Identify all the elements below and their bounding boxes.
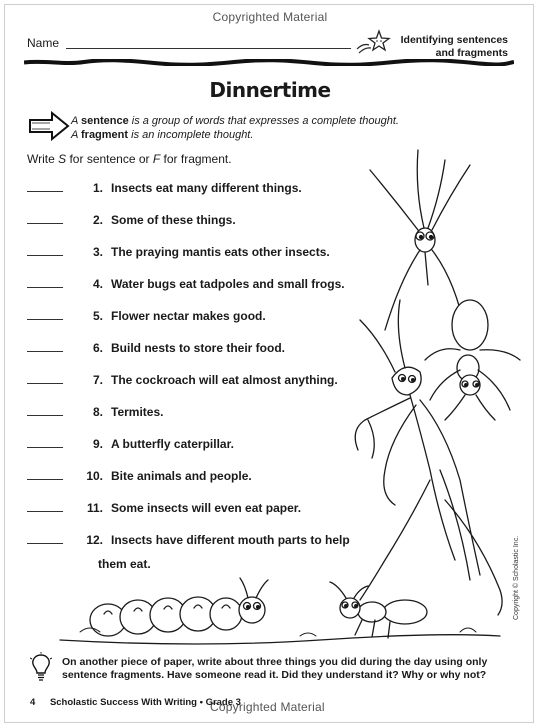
- definition-sentence: A sentence is a group of words that expresses a complete thought.: [71, 115, 399, 127]
- book-title: Scholastic Success With Writing • Grade 3: [49, 697, 241, 708]
- exercise-item-12: 12. Insects have different mouth parts to help: [27, 531, 350, 551]
- answer-blank[interactable]: [27, 467, 63, 480]
- exercise-item-2: 2. Some of these things.: [27, 211, 236, 231]
- answer-blank[interactable]: [27, 307, 63, 320]
- copyright-notice: Copyright © Scholastic Inc.: [513, 535, 520, 620]
- answer-blank[interactable]: [27, 499, 63, 512]
- exercise-item-6: 6. Build nests to store their food.: [27, 339, 285, 359]
- exercise-item-12-continuation: them eat.: [98, 557, 151, 571]
- exercise-item-5: 5. Flower nectar makes good.: [27, 307, 266, 327]
- exercise-item-9: 9. A butterfly caterpillar.: [27, 435, 234, 455]
- term-fragment: fragment: [81, 129, 129, 141]
- answer-blank[interactable]: [27, 243, 63, 256]
- page-title: Dinnertime: [209, 78, 331, 102]
- topic-label: [401, 34, 508, 60]
- page-frame: [4, 4, 534, 723]
- watermark-top: Copyrighted Material: [212, 10, 328, 24]
- answer-blank[interactable]: [27, 275, 63, 288]
- header-rule: [24, 59, 514, 66]
- exercise-item-4: 4. Water bugs eat tadpoles and small frogs.: [27, 275, 345, 295]
- name-line: [66, 48, 351, 49]
- watermark-bottom: Copyrighted Material: [210, 700, 325, 714]
- answer-blank[interactable]: [27, 179, 63, 192]
- answer-blank[interactable]: [27, 435, 63, 448]
- answer-blank[interactable]: [27, 531, 63, 544]
- exercise-item-7: 7. The cockroach will eat almost anything.: [27, 371, 338, 391]
- exercise-item-3: 3. The praying mantis eats other insects.: [27, 243, 330, 263]
- lightbulb-icon: [30, 652, 52, 682]
- exercise-item-1: 1. Insects eat many different things.: [27, 179, 302, 199]
- directions: Write S for sentence or F for fragment.: [27, 152, 232, 166]
- arrow-icon: [28, 111, 70, 141]
- answer-blank[interactable]: [27, 371, 63, 384]
- definition-fragment: A fragment is an incomplete thought.: [71, 129, 254, 141]
- exercise-item-11: 11. Some insects will even eat paper.: [27, 499, 301, 519]
- page-footer: [30, 697, 241, 708]
- answer-blank[interactable]: [27, 211, 63, 224]
- term-sentence: sentence: [81, 115, 129, 127]
- exercise-item-10: 10. Bite animals and people.: [27, 467, 252, 487]
- extension-prompt: On another piece of paper, write about three things you did during the day using only sentence fragments. Have someone read it. Did they understand it? Why or why not?: [62, 656, 488, 681]
- star-icon: [355, 29, 391, 55]
- topic-line-1: Identifying sentences: [400, 34, 508, 46]
- answer-blank[interactable]: [27, 403, 63, 416]
- answer-blank[interactable]: [27, 339, 63, 352]
- page-number: 4: [30, 697, 36, 708]
- exercise-item-8: 8. Termites.: [27, 403, 163, 423]
- name-label: Name: [27, 36, 60, 50]
- topic-line-2: and fragments: [435, 47, 508, 59]
